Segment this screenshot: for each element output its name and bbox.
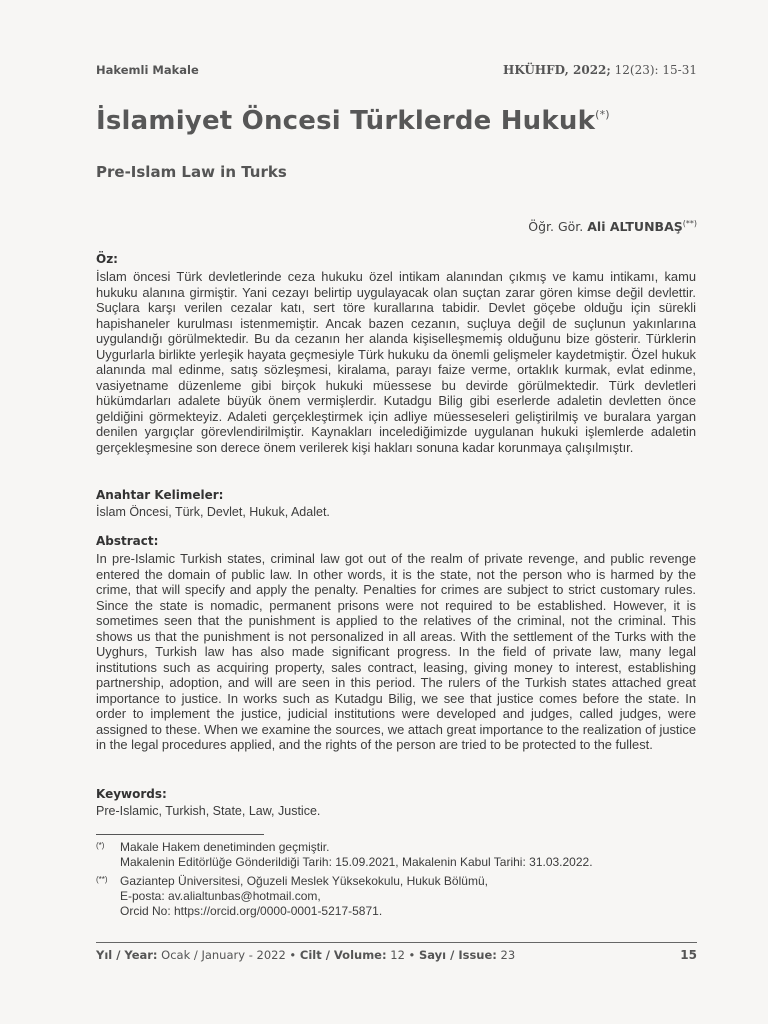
oz-text: İslam öncesi Türk devletlerinde ceza hukuku özel intikam alanından çıkmış ve kamu intikamı, kamu hukuku alanına girmiştir. Yani cezayı belirtip uygulayacak olan suçtan zarar gören kimse değil devlettir. Suçlara karşı verilen cezalar katı, sert töre kurallarına tabidir. Devlet göçebe olduğu için sürekli hapishaneler kurulması istenmemiştir. Ancak bazen cezanın, suçluya değil de suçlunun yakınlarına uygulandığı görülmektedir. Bu da cezanın her alanda kişiselleşmemiş olduğunu bize gösterir. Türklerin Uygurlarla birlikte yerleşik hayata geçmesiyle Türk hukuku da önemli gelişmeler kaydetmiştir. Özel hukuk alanında mal edinme, satış sözleşmesi, kiralama, parayı faize verme, ortaklık kurmak, evlat edinme, vasiyetname düzenleme gibi birçok hukuki müessese bu devirde görülmektedir. Türk devletleri hükümdarları adalete büyük önem vermişlerdir. Kutadgu Bilig gibi eserlerde adaletin devletten önce geldiğini görmekteyiz. Adaleti gerçekleştirmek için adliye müesseseleri geliştirilmiş ve buralara yargan denilen yargıçlar görevlendirilmiştir. Kaynakları incelediğimizde uygulanan hukuki işlemlerde adaletin gerçekleşmesine son derece önem verilerek kişi hakları sonuna kadar korunmaya çalışılmıştır.	[96, 269, 696, 455]
footer-year-label: Yıl / Year:	[96, 948, 158, 962]
footnote-2-line: Gaziantep Üniversitesi, Oğuzeli Meslek Yüksekokulu, Hukuk Bölümü,	[120, 874, 488, 888]
footer-issue-label: Sayı / Issue:	[418, 948, 497, 962]
footnote-2-line: Orcid No: https://orcid.org/0000-0001-5217-5871.	[120, 904, 383, 918]
oz-section	[96, 252, 696, 455]
title-text: İslamiyet Öncesi Türklerde Hukuk	[96, 106, 596, 136]
article-type: Hakemli Makale	[96, 63, 199, 77]
keywords-section	[96, 787, 696, 819]
article-subtitle: Pre-Islam Law in Turks	[96, 163, 287, 181]
footer-volume-value: 12 •	[386, 948, 419, 962]
oz-label: Öz:	[96, 252, 118, 266]
keywords-label: Keywords:	[96, 787, 167, 801]
abstract-label: Abstract:	[96, 534, 159, 548]
footer-year-value: Ocak / January - 2022 •	[157, 948, 300, 962]
author-line	[528, 219, 697, 234]
keywords-text: Pre-Islamic, Turkish, State, Law, Justice.	[96, 804, 321, 818]
footer-volume-label: Cilt / Volume:	[299, 948, 387, 962]
footnote-2	[96, 874, 488, 919]
title-footnote-mark: (*)	[595, 108, 610, 121]
footnote-1-line: Makale Hakem denetiminden geçmiştir.	[120, 840, 330, 854]
footnote-1	[96, 840, 593, 870]
article-title	[96, 106, 610, 136]
abstract-text: In pre-Islamic Turkish states, criminal law got out of the realm of private revenge, and public revenge entered the domain of public law. In other words, it is the state, not the person who is harmed by the crime, that will specify and apply the penalty. Penalties for crimes are subject to strict customary rules. Since the state is nomadic, permanent prisons were not required to be established. However, it is sometimes seen that the punishment is applied to the relatives of the criminal, not the criminal. This shows us that the punishment is not personalized in all areas. With the settlement of the Turks with the Uyghurs, Turkish law has also made significant progress. In the field of private law, many legal institutions such as acquiring property, sales contract, leasing, giving money to interest, establishing partnership, adoption, and will are seen in this period. The rulers of the Turkish states attached great importance to justice. In works such as Kutadgu Bilig, we see that justice comes before the state. In order to implement the justice, judicial institutions were developed and judges, called judges, were assigned to these. When we examine the sources, we attach great importance to the realization of justice in the legal procedures applied, and the rights of the person are tried to be protected to the fullest.	[96, 551, 696, 752]
journal-citation	[503, 63, 697, 77]
footer-issue-info	[96, 948, 515, 962]
anahtar-label: Anahtar Kelimeler:	[96, 488, 224, 502]
journal-issue-pages: 12(23): 15-31	[610, 63, 697, 77]
anahtar-text: İslam Öncesi, Türk, Devlet, Hukuk, Adalet.	[96, 505, 330, 519]
footnote-2-line: E-posta: av.alialtunbas@hotmail.com,	[120, 889, 321, 903]
footnote-divider	[96, 834, 264, 835]
author-footnote-mark: (**)	[682, 219, 697, 228]
footnote-1-mark: (*)	[96, 841, 105, 850]
author-title: Öğr. Gör.	[528, 219, 588, 235]
journal-name: HKÜHFD, 2022;	[503, 63, 611, 77]
anahtar-section	[96, 488, 696, 520]
footer-issue-value: 23	[496, 948, 516, 962]
footnote-1-line: Makalenin Editörlüğe Gönderildiği Tarih: 15.09.2021, Makalenin Kabul Tarihi: 31.03.2022.	[120, 855, 593, 869]
footer-divider	[96, 942, 697, 943]
abstract-section	[96, 534, 696, 753]
page-number: 15	[680, 948, 697, 962]
footnote-2-mark: (**)	[96, 875, 108, 884]
author-name: Ali ALTUNBAŞ	[587, 219, 683, 235]
